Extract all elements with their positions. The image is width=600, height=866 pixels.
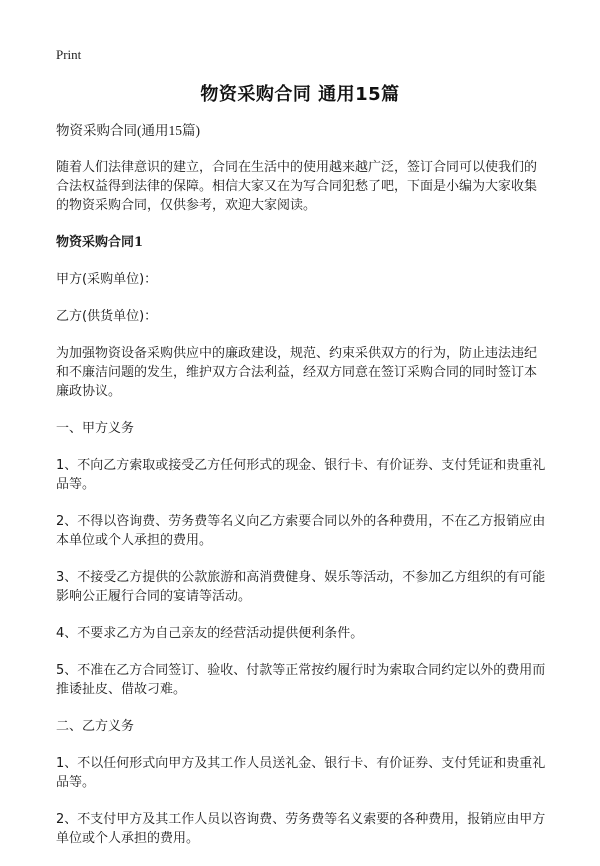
obligation-a-item: 2、不得以咨询费、劳务费等名义向乙方索要合同以外的各种费用，不在乙方报销应由本单位或个人承担的费用。: [56, 514, 546, 548]
obligation-a-item: 4、不要求乙方为自己亲友的经营活动提供便利条件。: [56, 626, 364, 641]
obligation-a-item: 3、不接受乙方提供的公款旅游和高消费健身、娱乐等活动，不参加乙方组织的有可能影响公正履行合同的宴请等活动。: [56, 570, 546, 604]
document-body: [56, 121, 546, 866]
intro-paragraph: 随着人们法律意识的建立，合同在生活中的使用越来越广泛，签订合同可以使我们的合法权益得到法律的保障。相信大家又在为写合同犯愁了吧，下面是小编为大家收集的物资采购合同，仅供参考，欢迎大家阅读。: [56, 160, 538, 213]
document-title: 物资采购合同 通用15篇: [200, 84, 400, 105]
party-b-line: 乙方(供货单位)：: [56, 309, 158, 324]
party-a-line: 甲方(采购单位)：: [56, 272, 158, 287]
obligation-b-item: 2、不支付甲方及其工作人员以咨询费、劳务费等名义索要的各种费用，报销应由甲方单位或个人承担的费用。: [56, 812, 546, 846]
section-heading: 物资采购合同1: [56, 235, 144, 250]
obligations-b-heading: 二、乙方义务: [56, 719, 135, 734]
obligation-b-item: 1、不以任何形式向甲方及其工作人员送礼金、银行卡、有价证券、支付凭证和贵重礼品等。: [56, 756, 546, 790]
obligations-a-heading: 一、甲方义务: [56, 421, 135, 436]
obligation-a-item: 5、不准在乙方合同签订、验收、付款等正常按约履行时为索取合同约定以外的费用而推诿扯皮、借故刁难。: [56, 663, 546, 697]
document-subtitle: 物资采购合同(通用15篇): [56, 123, 200, 138]
agreement-intro: 为加强物资设备采购供应中的廉政建设，规范、约束采供双方的行为，防止违法违纪和不廉洁问题的发生，维护双方合法利益，经双方同意在签订采购合同的同时签订本廉政协议。: [56, 346, 538, 399]
print-link[interactable]: Print: [56, 47, 82, 62]
obligation-a-item: 1、不向乙方索取或接受乙方任何形式的现金、银行卡、有价证券、支付凭证和贵重礼品等。: [56, 458, 546, 492]
